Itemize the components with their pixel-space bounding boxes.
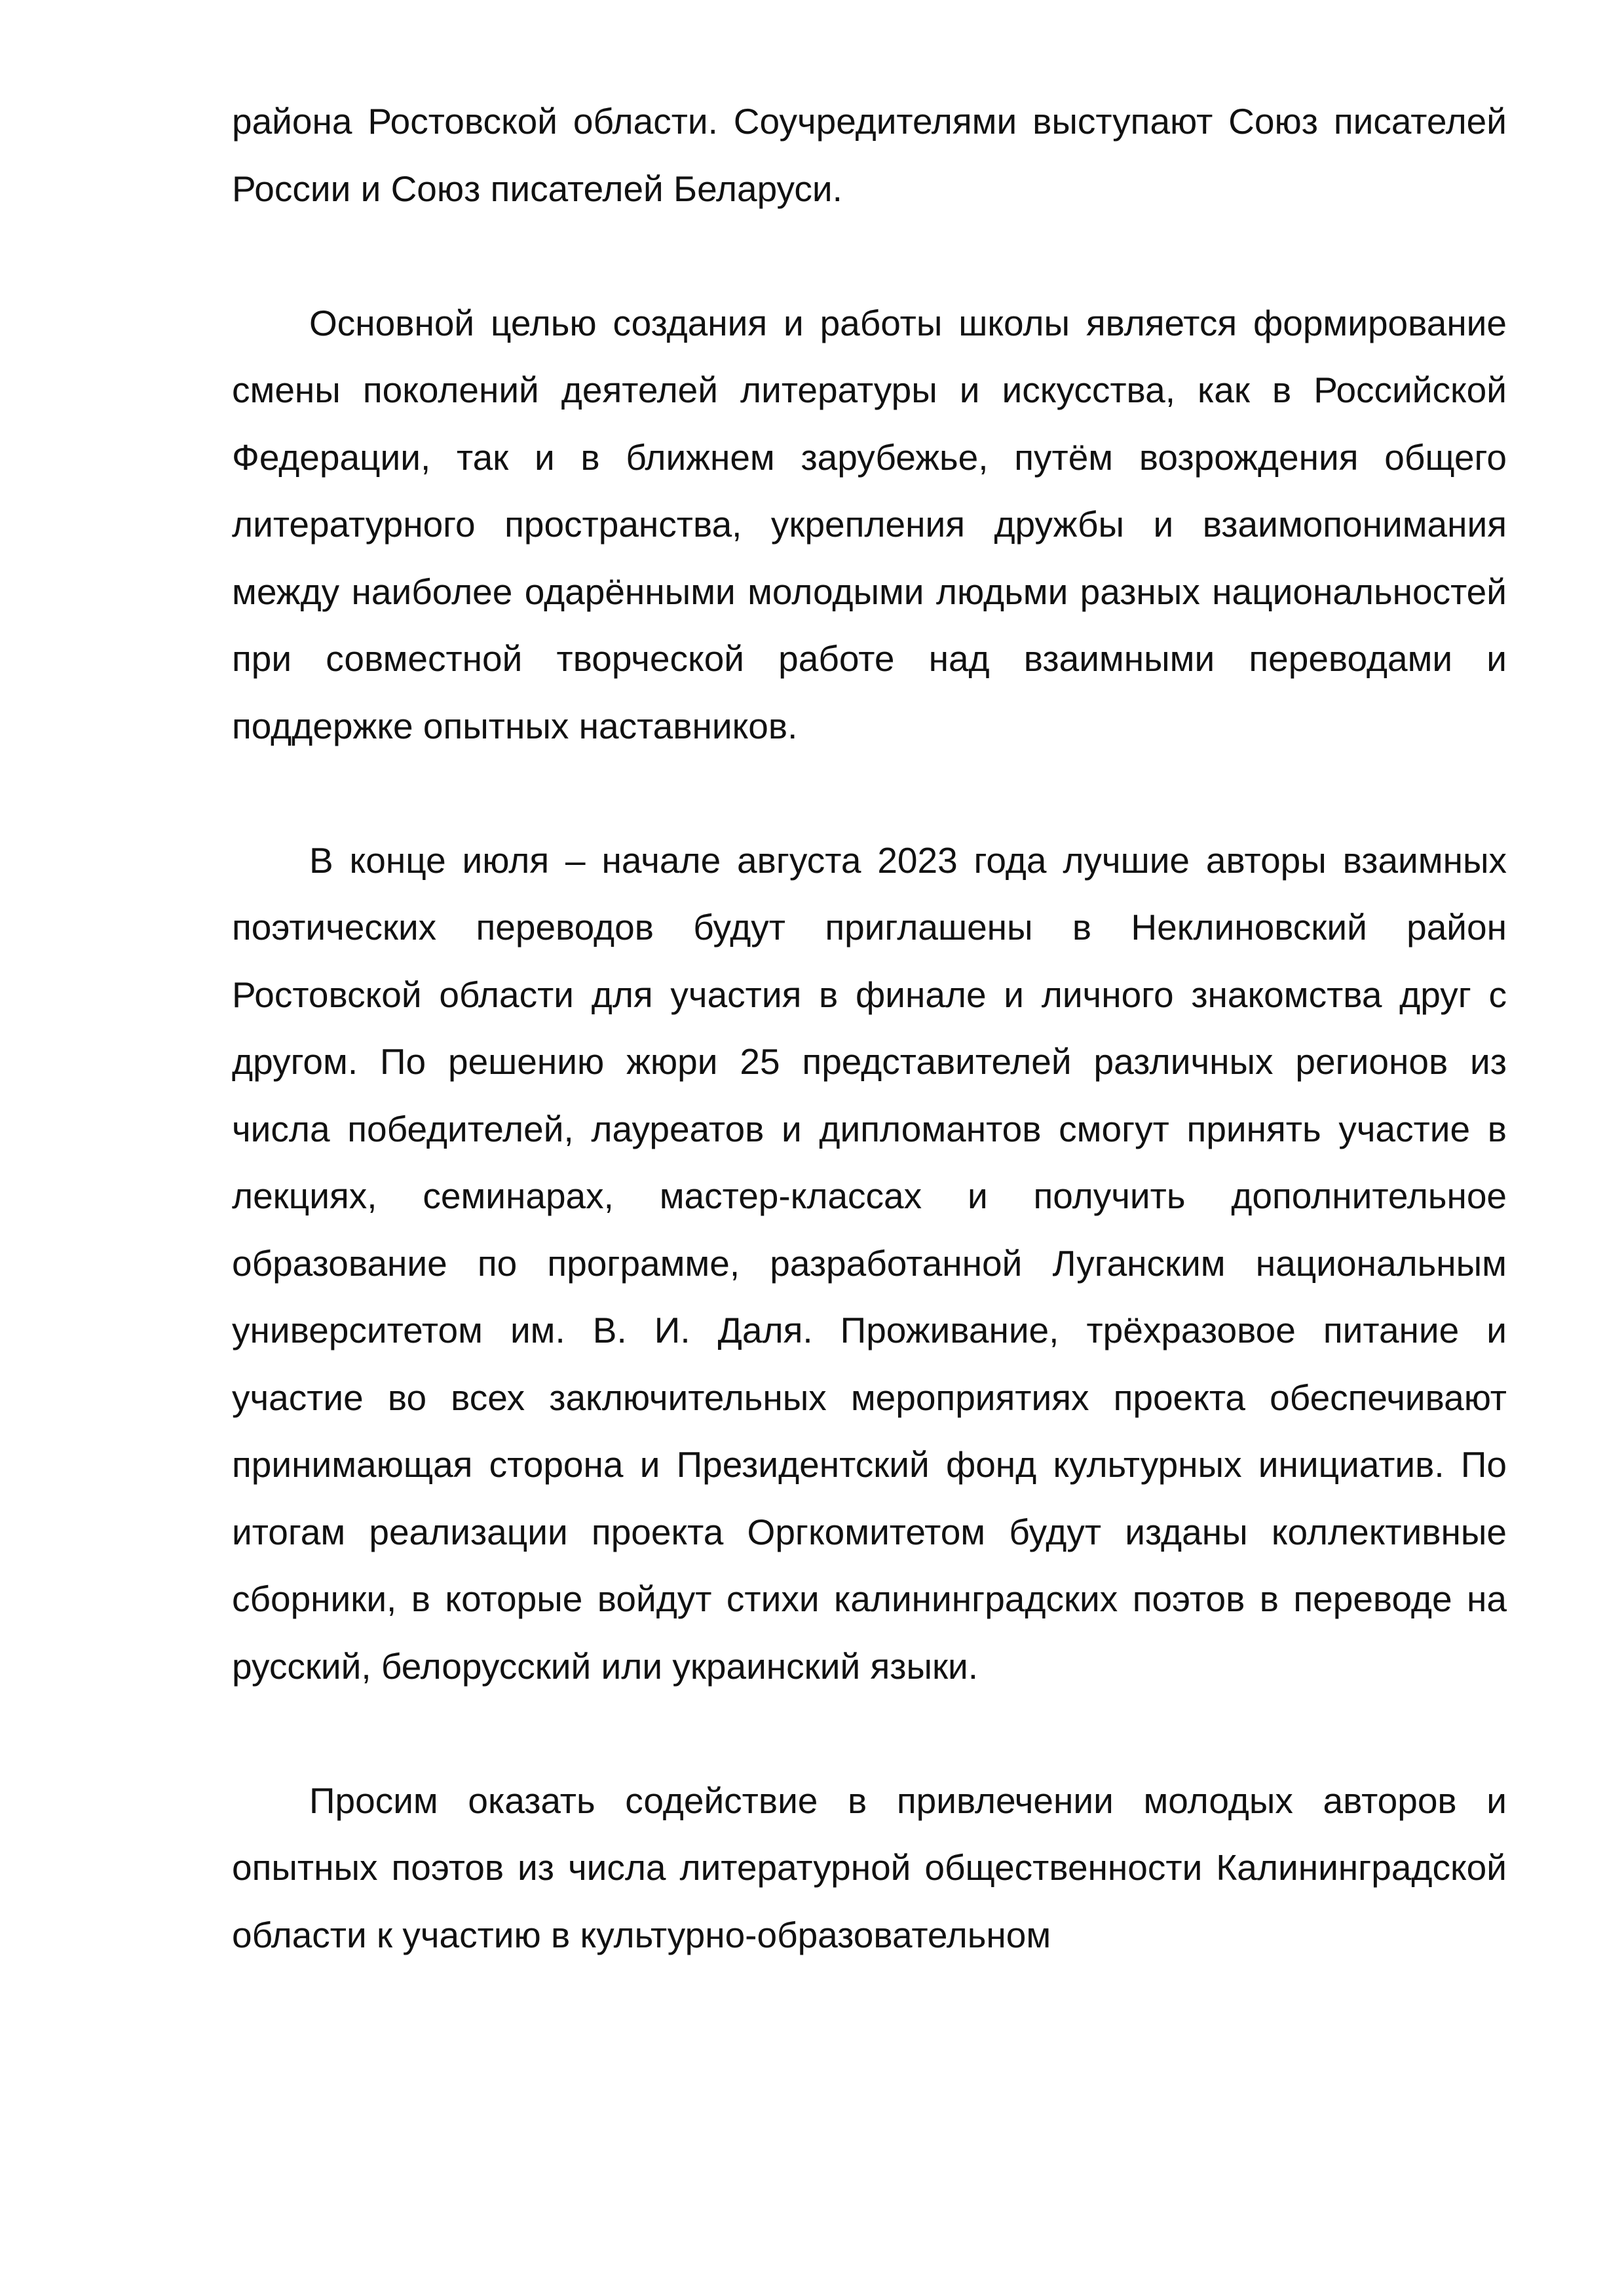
paragraph-final-event: В конце июля – начале августа 2023 года лучшие авторы взаимных поэтических переводов будут приглашены в Неклиновский район Ростовской области для участия в финале и личного знакомства друг с другом. По решению жюри 25 представителей различных регионов из числа победителей, лауреатов и дипломантов смогут принять участие в лекциях, семинарах, мастер-классах и получить дополнительное образование по программе, разработанной Луганским национальным университетом им. В. И. Даля. Проживание, трёхразовое питание и участие во всех заключительных мероприятиях проекта обеспечивают принимающая сторона и Президентский фонд культурных инициатив. По итогам реализации проекта Оргкомитетом будут изданы коллективные сборники, в которые войдут стихи калининградских поэтов в переводе на русский, белорусский или украинский языки. [232,839,1507,1687]
paragraph-continuation: района Ростовской области. Соучредителями выступают Союз писателей России и Союз писателей Беларуси. [232,101,1507,209]
paragraph-school-goal: Основной целью создания и работы школы является формирование смены поколений деятелей литературы и искусства, как в Российской Федерации, так и в ближнем зарубежье, путём возрождения общего литературного пространства, укрепления дружбы и взаимопонимания между наиболее одарёнными молодыми людьми разных национальностей при совместной творческой работе над взаимными переводами и поддержке опытных наставников. [232,302,1507,746]
letter-body [232,88,1507,1968]
paragraph-request: Просим оказать содействие в привлечении молодых авторов и опытных поэтов из числа литературной общественности Калининградской области к участию в культурно-образовательном [232,1780,1507,1955]
